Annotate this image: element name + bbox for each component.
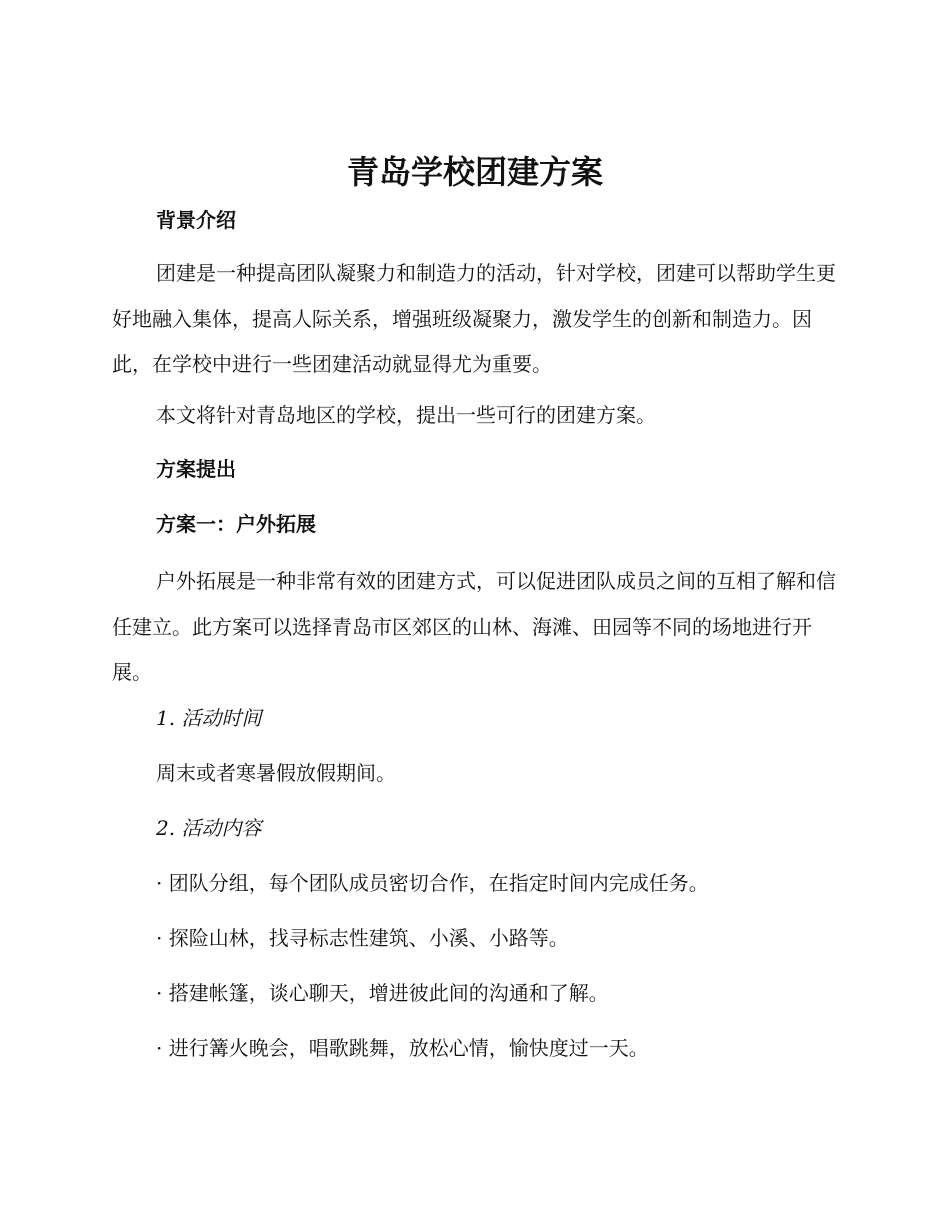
section-heading-background: 背景介绍 xyxy=(156,208,236,232)
activity-time-label: 1. 活动时间 xyxy=(156,706,262,730)
document-title: 青岛学校团建方案 xyxy=(346,153,603,191)
activity-time-text: 周末或者寒暑假放假期间。 xyxy=(156,761,396,785)
plan-1-heading: 方案一：户外拓展 xyxy=(156,512,316,536)
list-item: · 进行篝火晚会，唱歌跳舞，放松心情，愉快度过一天。 xyxy=(156,1036,649,1060)
list-item: · 搭建帐篷，谈心聊天，增进彼此间的沟通和了解。 xyxy=(156,981,609,1005)
plan-1-intro-paragraph: 户外拓展是一种非常有效的团建方式，可以促进团队成员之间的互相了解和信任建立。此方案可以选择青岛市区郊区的山林、海滩、田园等不同的场地进行开展。 xyxy=(112,569,836,684)
background-paragraph-1: 团建是一种提高团队凝聚力和制造力的活动，针对学校，团建可以帮助学生更好地融入集体，提高人际关系，增强班级凝聚力，激发学生的创新和制造力。因此，在学校中进行一些团建活动就显得尤为重要。 xyxy=(112,261,836,376)
activity-content-label: 2. 活动内容 xyxy=(156,816,262,840)
list-item: · 团队分组，每个团队成员密切合作，在指定时间内完成任务。 xyxy=(156,871,709,895)
list-item: · 探险山林，找寻标志性建筑、小溪、小路等。 xyxy=(156,926,569,950)
section-heading-proposals: 方案提出 xyxy=(156,457,236,481)
background-paragraph-2: 本文将针对青岛地区的学校，提出一些可行的团建方案。 xyxy=(156,403,656,427)
